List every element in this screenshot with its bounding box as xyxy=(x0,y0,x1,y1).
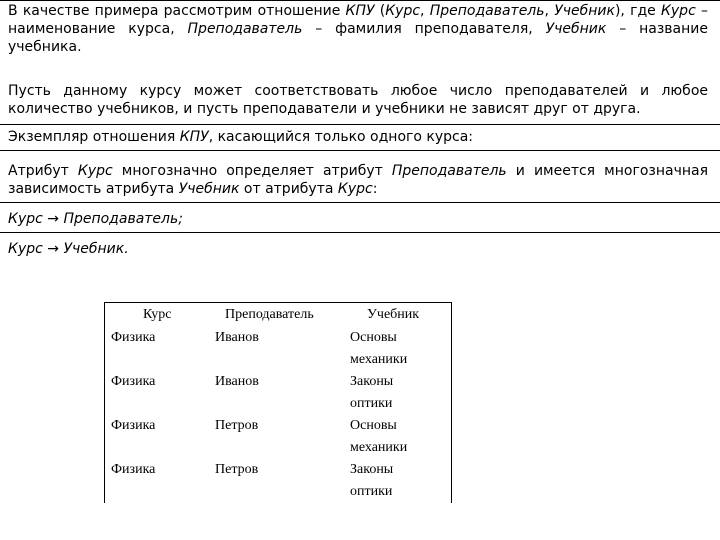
table-cell-course: Физика xyxy=(111,330,156,345)
dependency-course-teacher: Курс → Преподаватель; xyxy=(8,211,183,227)
header-course: Курс xyxy=(143,307,172,322)
table-cell-book: механики xyxy=(350,352,408,367)
table-cell-course: Физика xyxy=(111,418,156,433)
paragraph-dependency: Атрибут Курс многозначно определяет атрибут Преподаватель и имеется многозначная зависимость атрибута Учебник от атрибута Курс: xyxy=(8,163,708,197)
table-cell-book: Законы xyxy=(350,374,394,389)
table-cell-teacher: Иванов xyxy=(215,330,259,345)
table-cell-course: Физика xyxy=(111,462,156,477)
table-cell-course: Физика xyxy=(111,374,156,389)
header-teacher: Преподаватель xyxy=(225,307,314,322)
table-cell-teacher: Петров xyxy=(215,462,259,477)
top-rule xyxy=(0,0,720,1)
table-cell-teacher: Петров xyxy=(215,418,259,433)
table-cell-teacher: Иванов xyxy=(215,374,259,389)
divider xyxy=(0,202,720,203)
dependency-course-book: Курс → Учебник. xyxy=(8,241,129,257)
table-cell-book: оптики xyxy=(350,484,393,499)
table-cell-book: механики xyxy=(350,440,408,455)
paragraph-assumption: Пусть данному курсу может соответствовать любое число преподавателей и любое количество учебников, и пусть преподаватели и учебники не зависят друг от друга. xyxy=(8,83,708,117)
divider xyxy=(0,124,720,125)
table-cell-book: Законы xyxy=(350,462,394,477)
paragraph-instance: Экземпляр отношения КПУ, касающийся только одного курса: xyxy=(8,129,474,145)
paragraph-intro: В качестве примера рассмотрим отношение КПУ (Курс, Преподаватель, Учебник), где Курс – наименование курса, Преподаватель – фамилия преподавателя, Учебник – название учебника. xyxy=(8,3,708,55)
table-cell-book: Основы xyxy=(350,330,397,345)
divider xyxy=(0,232,720,233)
kpu-table xyxy=(104,302,452,503)
header-book: Учебник xyxy=(367,307,420,322)
divider xyxy=(0,150,720,151)
table-cell-book: Основы xyxy=(350,418,397,433)
table-cell-book: оптики xyxy=(350,396,393,411)
